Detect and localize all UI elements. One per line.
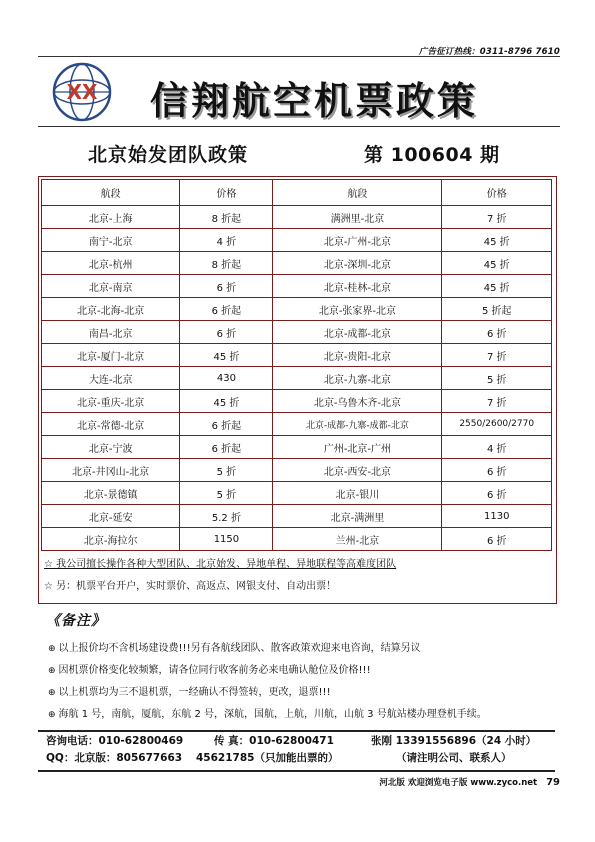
fare-row [42, 252, 552, 275]
fare-row [42, 275, 552, 298]
fare-price-cell: 6 折起 [180, 436, 273, 459]
fare-price-cell: 5 折 [180, 482, 273, 505]
fare-route-cell: 北京-广州-北京 [273, 229, 442, 252]
remark-item: ⊕ 因机票价格变化较频繁，请各位同行收客前务必来电确认舱位及价格!!! [48, 665, 371, 676]
fare-price-cell: 8 折起 [180, 252, 273, 275]
fare-row [42, 321, 552, 344]
fare-price-cell: 5.2 折 [180, 505, 273, 528]
page-number: 79 [546, 777, 560, 788]
fare-price-cell: 7 折 [442, 206, 552, 229]
bullet-icon: ⊕ [48, 710, 56, 720]
contact-person: 张刚 13391556896（24 小时） [371, 735, 537, 747]
fare-price-cell: 6 折 [180, 321, 273, 344]
fare-table [41, 179, 552, 551]
issue-number: 第 100604 期 [364, 144, 500, 166]
fare-price-cell: 4 折 [180, 229, 273, 252]
fare-row [42, 528, 552, 551]
fare-price-cell: 45 折 [180, 390, 273, 413]
fax-number: 传 真：010-62800471 [214, 735, 334, 747]
brand-rule [38, 126, 560, 127]
fare-row [42, 436, 552, 459]
fare-route-cell: 北京-九寨-北京 [273, 367, 442, 390]
fare-route-cell: 北京-贵阳-北京 [273, 344, 442, 367]
fare-price-cell: 5 折起 [442, 298, 552, 321]
fare-route-cell: 北京-厦门-北京 [42, 344, 180, 367]
bullet-icon: ⊕ [48, 688, 56, 698]
fare-route-cell: 南宁-北京 [42, 229, 180, 252]
fare-route-cell: 北京-满洲里 [273, 505, 442, 528]
phone-number: 咨询电话：010-62800469 [46, 735, 184, 747]
col-price-2: 价格 [442, 180, 552, 206]
company-logo [52, 62, 112, 122]
fare-row [42, 206, 552, 229]
advertising-hotline: 广告征订热线：0311-8796 7610 [418, 47, 560, 57]
fare-price-cell: 6 折 [442, 528, 552, 551]
fare-route-cell: 广州-北京-广州 [273, 436, 442, 459]
fare-price-cell: 8 折起 [180, 206, 273, 229]
remark-item: ⊕ 以上机票均为三不退机票，一经确认不得签转，更改，退票!!! [48, 687, 331, 698]
logo-text: XX [66, 80, 98, 104]
fare-price-cell: 2550/2600/2770 [442, 413, 552, 436]
fare-price-cell: 6 折 [442, 459, 552, 482]
fare-price-cell: 6 折 [442, 321, 552, 344]
fare-route-cell: 北京-常德-北京 [42, 413, 180, 436]
fare-route-cell: 北京-南京 [42, 275, 180, 298]
fare-route-cell: 北京-成都-北京 [273, 321, 442, 344]
fare-route-cell: 北京-成都-九寨-成都-北京 [273, 413, 442, 436]
fare-price-cell: 6 折起 [180, 298, 273, 321]
fare-route-cell: 北京-宁波 [42, 436, 180, 459]
bullet-icon: ⊕ [48, 666, 56, 676]
fare-route-cell: 北京-北海-北京 [42, 298, 180, 321]
qq-number-2: 45621785（只加能出票的） [196, 752, 339, 764]
fare-price-cell: 6 折 [442, 482, 552, 505]
footer-slogan: 欢迎浏览电子版 [407, 778, 468, 788]
service-notes [44, 554, 550, 598]
col-route-1: 航段 [42, 180, 180, 206]
fare-route-cell: 兰州-北京 [273, 528, 442, 551]
footer-edition: 河北版 [379, 778, 405, 788]
remark-item: ⊕ 以上报价均不含机场建设费!!!另有各航线团队、散客政策欢迎来电咨询，结算另议 [48, 643, 421, 654]
top-rule [38, 56, 560, 57]
fare-price-cell: 6 折起 [180, 413, 273, 436]
fare-route-cell: 北京-景德镇 [42, 482, 180, 505]
fare-price-cell: 4 折 [442, 436, 552, 459]
fare-row [42, 390, 552, 413]
remarks-list [48, 638, 558, 726]
fare-route-cell: 北京-深圳-北京 [273, 252, 442, 275]
fare-price-cell: 45 折 [442, 275, 552, 298]
note-line-2: ☆ 另：机票平台开户，实时票价、高返点、网银支付、自动出票！ [44, 581, 337, 592]
fare-row [42, 482, 552, 505]
fare-route-cell: 北京-重庆-北京 [42, 390, 180, 413]
policy-subtitle: 北京始发团队政策 [88, 144, 249, 166]
brand-title: 信翔航空机票政策 [150, 79, 479, 123]
remarks-title: 《备注》 [46, 613, 106, 629]
fare-route-cell: 北京-张家界-北京 [273, 298, 442, 321]
fare-price-cell: 45 折 [442, 229, 552, 252]
fare-price-cell: 6 折 [180, 275, 273, 298]
fare-route-cell: 南昌-北京 [42, 321, 180, 344]
fare-price-cell: 7 折 [442, 390, 552, 413]
fare-row [42, 298, 552, 321]
fare-price-cell: 5 折 [180, 459, 273, 482]
fare-route-cell: 北京-西安-北京 [273, 459, 442, 482]
note-line-1: ☆ 我公司擅长操作各种大型团队、北京始发、异地单程、异地联程等高难度团队 [44, 559, 397, 570]
footer-site[interactable]: www.zyco.net [470, 778, 538, 788]
fare-row [42, 505, 552, 528]
fare-price-cell: 430 [180, 367, 273, 390]
fare-route-cell: 北京-杭州 [42, 252, 180, 275]
bullet-icon: ⊕ [48, 644, 56, 654]
remark-item: ⊕ 海航 1 号，南航，厦航，东航 2 号，深航，国航，上航，川航，山航 3 号航站楼办理登机手续。 [48, 709, 487, 720]
fare-row [42, 229, 552, 252]
fare-price-cell: 1150 [180, 528, 273, 551]
fare-row [42, 367, 552, 390]
fare-route-cell: 北京-井冈山-北京 [42, 459, 180, 482]
fare-price-cell: 45 折 [180, 344, 273, 367]
fare-route-cell: 北京-延安 [42, 505, 180, 528]
col-price-1: 价格 [180, 180, 273, 206]
fare-route-cell: 北京-桂林-北京 [273, 275, 442, 298]
fare-table-header [42, 180, 552, 206]
qq-number: QQ：北京版：805677663 [46, 752, 183, 764]
fare-price-cell: 5 折 [442, 367, 552, 390]
fare-route-cell: 北京-乌鲁木齐-北京 [273, 390, 442, 413]
fare-row [42, 459, 552, 482]
fare-route-cell: 北京-海拉尔 [42, 528, 180, 551]
fare-route-cell: 满洲里-北京 [273, 206, 442, 229]
fare-route-cell: 北京-银川 [273, 482, 442, 505]
fare-price-cell: 1130 [442, 505, 552, 528]
page-footer [379, 776, 560, 788]
fare-row [42, 413, 552, 436]
fare-route-cell: 大连-北京 [42, 367, 180, 390]
fare-price-cell: 45 折 [442, 252, 552, 275]
fare-route-cell: 北京-上海 [42, 206, 180, 229]
qq-note: （请注明公司、联系人） [396, 752, 512, 764]
fare-row [42, 344, 552, 367]
fare-price-cell: 7 折 [442, 344, 552, 367]
col-route-2: 航段 [273, 180, 442, 206]
